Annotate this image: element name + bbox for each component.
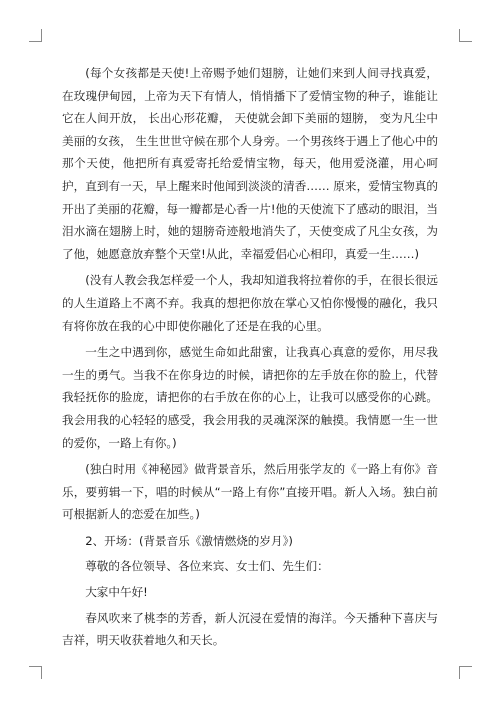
- crop-mark-bottom-left: [29, 666, 42, 679]
- document-body: [62, 62, 438, 652]
- section-heading-opening: 2、开场：(背景音乐《激情燃烧的岁月》): [85, 533, 293, 548]
- paragraph-monologue-intro: (没有人教会我怎样爱一个人，我却知道我将拉着你的手，在很长很远的人生道路上不离不弃。我真的想把你放在掌心又怕你慢慢的融化，我只有将你放在我的心中即使你融化了还是在我的心里。: [62, 273, 438, 333]
- paragraph-good-afternoon: 大家中午好!: [85, 585, 148, 600]
- paragraph-angel-story: (每个女孩都是天使!上帝赐予她们翅膀，让她们来到人间寻找真爱，在玫瑰伊甸园，上帝为天下有情人，悄悄播下了爱情宝物的种子，谁能让它在人间开放， 长出心形花瓣， 天使就会卸下美丽的翅膀， 变为凡尘中美丽的女孩， 生生世世守候在那个人身旁。一个男孩终于遇上了他心中的那个天使，他把所有真爱寄托给爱情宝物，每天，他用爱浇灌，用心呵护，直到有一天，早上醒来时他闻到淡淡的清香…… 原来，爱情宝物真的开出了美丽的花瓣，每一瓣都是心香一片!他的天使流下了感动的眼泪，当泪水滴在翅膀上时，她的翅膀奇迹般地消失了，天使变成了凡尘女孩，为了他，她愿意放弃整个天堂!从此，幸福爱侣心心相印，真爱一生……): [62, 66, 438, 261]
- paragraph-spring-breeze: 春风吹来了桃李的芳香，新人沉浸在爱情的海洋。今天播种下喜庆与吉祥，明天收获着地久和天长。: [62, 610, 438, 648]
- paragraph-greeting: 尊敬的各位领导、各位来宾、女士们、先生们：: [85, 559, 329, 574]
- crop-mark-bottom-right: [459, 666, 472, 679]
- paragraph-music-note: (独白时用《神秘园》做背景音乐，然后用张学友的《一路上有你》音乐，要剪辑一下，唱的时候从“一路上有你”直接开唱。新人入场。独白前可根据新人的恋爱在加些。): [62, 462, 438, 522]
- crop-mark-top-right: [459, 29, 472, 42]
- paragraph-monologue-love: 一生之中遇到你，感觉生命如此甜蜜，让我真心真意的爱你，用尽我一生的勇气。当我不在你身边的时候，请把你的左手放在你的脸上，代替我轻抚你的脸庞，请把你的右手放在你的心上，让我可以感受你的心跳。我会用我的心轻轻的感受，我会用我的灵魂深深的触摸。我情愿一生一世的爱你，一路上有你。): [62, 345, 438, 450]
- crop-mark-top-left: [29, 29, 42, 42]
